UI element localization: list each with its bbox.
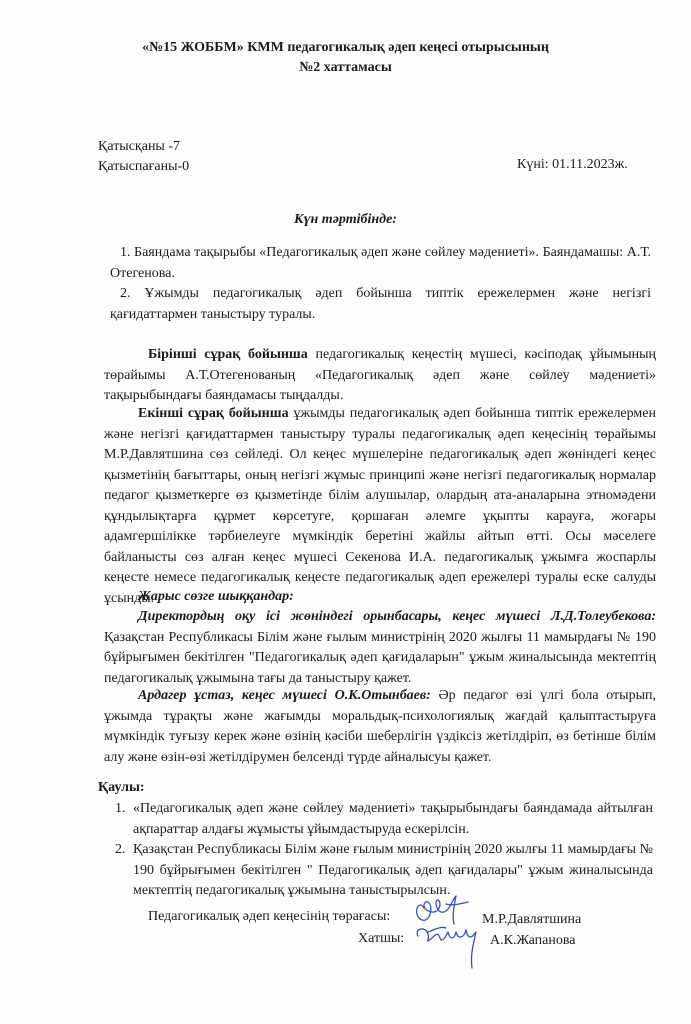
chair-name: М.Р.Давлятшина — [482, 912, 582, 927]
speaker-1-text: Қазақстан Республикасы Білім және ғылым министрінің 2020 жылғы 11 мамырдағы № 190 бұйрығымен бекітілген "Педагогикалық әдеп қағидаларын" ұжым жиналысында мектептің педагогикалық ұжымына тағы да таныстыру қажет. — [104, 629, 656, 686]
question-1-lead: Бірінші сұрақ бойынша — [148, 347, 308, 362]
question-1-paragraph — [104, 345, 656, 407]
decision-item-2-number: 2. — [115, 842, 126, 857]
document-title-line2: №2 хаттамасы — [299, 60, 392, 75]
present-count: Қатысқаны -7 — [98, 139, 181, 154]
speakers-heading: Жарыс сөзге шыққандар: — [138, 589, 294, 604]
speaker-1-paragraph — [104, 607, 656, 689]
secretary-name: А.К.Жапанова — [490, 933, 576, 948]
decision-item-1: «Педагогикалық әдеп және сөйлеу мәдениеті» тақырыбындағы баяндамада айтылған ақпараттар алдағы жұмысты ұйымдастыруда ескерілсін. — [133, 801, 653, 837]
speaker-1-lead: Директордың оқу ісі жөніндегі орынбасары, кеңес мүшесі Л.Д.Толеубекова: — [138, 609, 656, 624]
decision-item-1-number: 1. — [115, 801, 126, 816]
question-2-text: ұжымды педагогикалық әдеп бойынша типтік ережелермен және негізгі қағидаттармен таныстыру туралы педагогикалық әдеп кеңесінің төрайымы М.Р.Давлятшина сөз сөйледі. Ол кеңес мүшелеріне педагогикалық әдеп жөніндегі кеңес қызметінің бағыттары, оның негізгі жұмыс принципі және негізгі педагогикалық нормалар педагог қызметкерге өз қызметінде білім алушылар, олардың ата-аналарына этномәдени құндылықтарға құрмет көрсетуге, қоршаған әлемге ұқыпты карауға, жоғары адамгершілікке тәрбиелеуге мүмкіндік беретіні жайлы айтып өтті. Осы мәселеге байланысты сөз алған кеңес мүшесі Секенова И.А. педагогикалық ұжымға жоспарлы кеңесте немесе педагогикалық кеңесте педагогикалық әдеп ережелері туралы еске салуды ұсынды. — [104, 406, 656, 606]
question-2-paragraph — [104, 404, 656, 609]
speaker-2-paragraph — [104, 686, 656, 768]
question-2-lead: Екінші сұрақ бойынша — [138, 406, 289, 421]
secretary-label: Хатшы: — [358, 931, 405, 946]
speaker-2-lead: Ардагер ұстаз, кеңес мүшесі О.К.Отынбаев: — [138, 688, 431, 703]
meeting-date: Күні: 01.11.2023ж. — [517, 157, 628, 172]
agenda-heading: Күн тәртібінде: — [294, 212, 397, 227]
document-title-line1: «№15 ЖОББМ» КММ педагогикалық әдеп кеңесі отырысының — [142, 40, 549, 55]
decision-item-2: Қазақстан Республикасы Білім және ғылым министрінің 2020 жылғы 11 мамырдағы № 190 бұйрығымен бекітілген " Педагогикалық әдеп қағидалары" ұжым жиналысында мектептің педагогикалық ұжымына таныстырылсын. — [133, 842, 653, 898]
absent-count: Қатыспағаны-0 — [98, 159, 190, 174]
decision-heading: Қаулы: — [98, 780, 145, 795]
chair-label: Педагогикалық әдеп кеңесінің төрағасы: — [148, 909, 391, 924]
speaker-2-text: Әр педагог өзі үлгі бола отырып, ұжымда тұрақты және жағымды моральдық-психологиялық жағдай қалыптастыруға мүмкіндік туғызу керек және өзінің кәсіби шеберлігін үздіксіз жетілдіріп, өз бетінше білім алу және өзін-өзі жетілдірумен белсенді түрде айналысуы қажет. — [104, 688, 656, 765]
handwritten-signature — [410, 888, 490, 978]
agenda-item-1: 1. Баяндама тақырыбы «Педагогикалық әдеп және сөйлеу мәдениеті». Баяндамашы: А.Т. Отегенова. — [110, 245, 651, 281]
question-1-text: педагогикалық кеңестің мүшесі, кәсіподақ ұйымының төрайымы А.Т.Отегенованың «Педагогикалық әдеп және сөйлеу мәдениеті» тақырыбындағы баяндамасы тыңдалды. — [104, 347, 656, 403]
agenda-item-2: 2. Ұжымды педагогикалық әдеп бойынша типтік ережелермен және негізгі қағидаттармен таныстыру туралы. — [110, 286, 651, 322]
